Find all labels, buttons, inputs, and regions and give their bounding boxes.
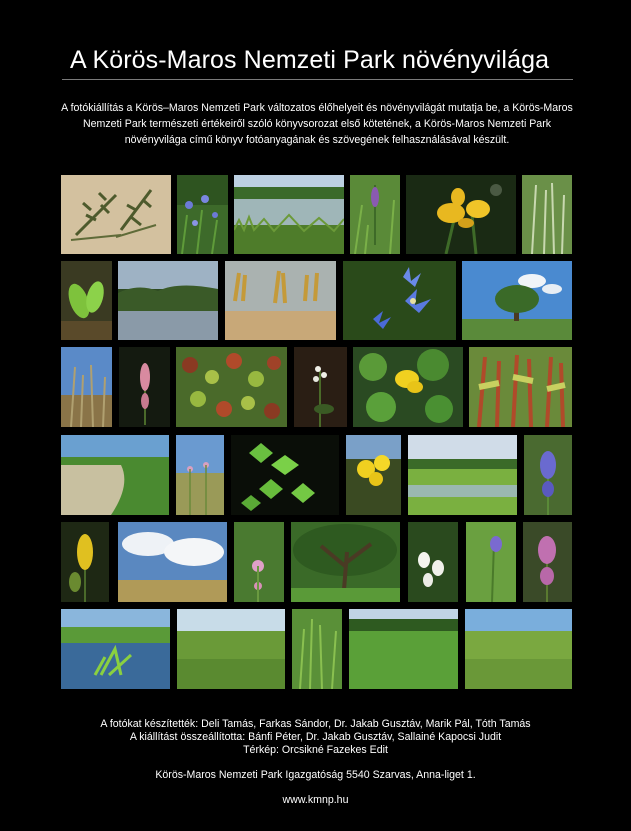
photo-yellow-spike-dark (61, 522, 109, 602)
photo-yellow-water-lily (353, 347, 463, 427)
photo-clover-leaves (231, 435, 339, 515)
photo-red-stems-plant (469, 347, 572, 427)
photo-pink-orchid (523, 522, 572, 602)
photo-green-leaves (61, 261, 112, 340)
credits-curators: A kiállítást összeállította: Bánfi Péter, Dr. Jakab Gusztáv, Sallainé Kapocsi Judit (129, 731, 502, 743)
photo-snowflake-flower (408, 522, 458, 602)
photo-white-flower-dark (294, 347, 347, 427)
photo-blue-spike-flower (524, 435, 572, 515)
credits-map: Térkép: Orcsikné Fazekes Edit (243, 744, 388, 756)
photo-grass-sky (61, 347, 112, 427)
photo-reeds-water (225, 261, 336, 340)
photo-tall-grass (292, 609, 342, 689)
photo-pink-spike-dark (119, 347, 170, 427)
photo-sand-plant (61, 175, 171, 254)
photo-sandy-lake-shore (61, 435, 169, 515)
photo-wide-grassland (465, 609, 572, 689)
photo-marsh-plant-water (61, 609, 170, 689)
photo-yellow-orchid (406, 175, 516, 254)
photo-grass-seedheads (522, 175, 572, 254)
photo-yellow-flower-cluster (346, 435, 401, 515)
photo-red-green-groundcover (176, 347, 287, 427)
photo-blue-star-flower (343, 261, 456, 340)
photo-purple-spike (350, 175, 400, 254)
photo-cloudy-steppe (118, 522, 227, 602)
photo-pink-blossom-green (234, 522, 284, 602)
photo-purple-bell-flower (466, 522, 516, 602)
intro-text: A fotókiállítás a Körös–Maros Nemzeti Park változatos élőhelyeit és növényvilágát mutatja be, a Körös-Maros Nemzeti Park természeti értékeiről szóló könyvsorozat első kötetének, a Körös-Maros Nemzeti Park növényvilága című könyv fotóanyagának és szövegének felhasználásával készült. (61, 102, 573, 146)
website-link[interactable]: www.kmnp.hu (282, 794, 349, 806)
title-divider (62, 79, 573, 80)
photo-oak-tree (291, 522, 400, 602)
page-title: A Körös-Maros Nemzeti Park növényvilága (70, 46, 550, 74)
address-text: Körös-Maros Nemzeti Park Igazgatóság 5540 Szarvas, Anna-liget 1. (155, 769, 476, 781)
photo-pond-landscape (234, 175, 344, 254)
photo-green-meadow-trees (408, 435, 517, 515)
photo-lone-tree (462, 261, 572, 340)
credits-photographers: A fotókat készítették: Deli Tamás, Farkas Sándor, Dr. Jakab Gusztáv, Marik Pál, Tóth Tamás (100, 718, 531, 730)
photo-blue-flower-meadow (177, 175, 228, 254)
photo-pink-grassland (176, 435, 224, 515)
photo-river-forest (118, 261, 218, 340)
photo-green-field-trees (349, 609, 458, 689)
photo-flat-meadow (177, 609, 285, 689)
